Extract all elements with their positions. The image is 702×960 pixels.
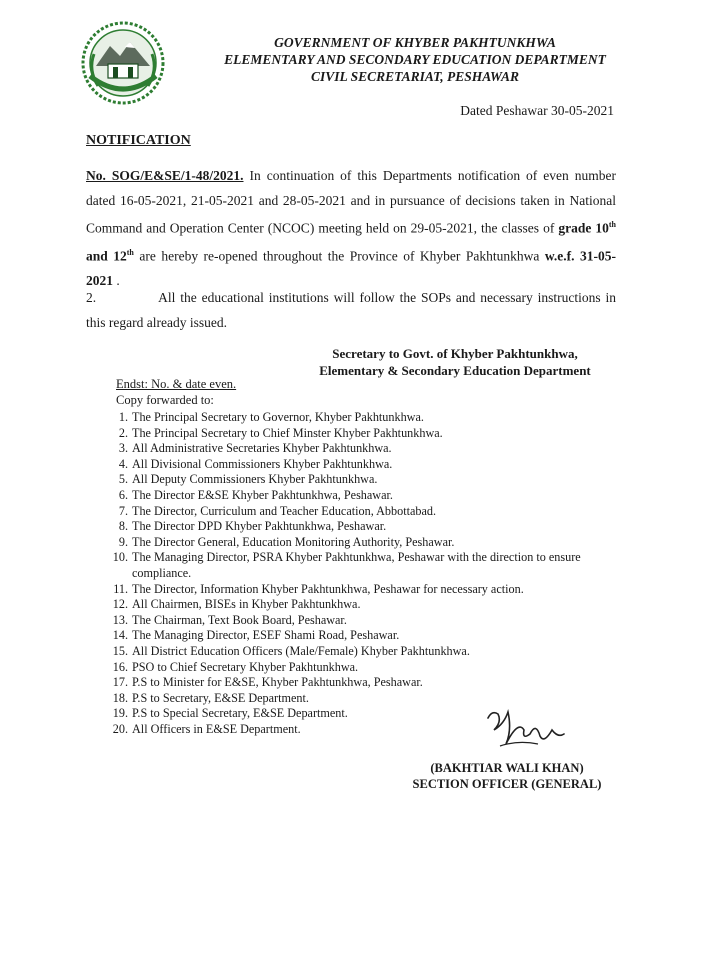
list-item-number: 15.	[112, 643, 128, 658]
list-item-text: All Deputy Commissioners Khyber Pakhtunkhwa.	[132, 472, 378, 487]
paragraph-2-text: All the educational institutions will follow the SOPs and necessary instructions in this regard already issued.	[86, 290, 616, 330]
list-item	[100, 488, 620, 504]
list-item-text: The Director, Curriculum and Teacher Education, Abbottabad.	[132, 503, 437, 518]
wef-date: w.e.f. 31-05-2021	[86, 248, 616, 288]
list-item	[100, 597, 620, 613]
grade-label: grade 10	[558, 220, 609, 236]
grade-superscript-1: th	[608, 220, 616, 229]
endorsement-line: Endst: No. & date even.	[116, 377, 237, 391]
list-item	[100, 519, 620, 535]
notification-paragraph-1	[86, 164, 616, 294]
list-item-number: 11.	[113, 581, 128, 596]
officer-name: (BAKHTIAR WALI KHAN)	[430, 761, 584, 775]
list-item-text: All Administrative Secretaries Khyber Pakhtunkhwa.	[132, 441, 392, 456]
list-item-text: The Principal Secretary to Governor, Khyber Pakhtunkhwa.	[132, 410, 424, 424]
list-item	[100, 441, 620, 457]
list-item-text: The Principal Secretary to Chief Minster Khyber Pakhtunkhwa.	[132, 425, 443, 440]
list-item-number: 2.	[118, 425, 128, 440]
list-item-text: P.S to Secretary, E&SE Department.	[132, 690, 309, 705]
list-item	[100, 535, 620, 551]
officer-block	[392, 760, 622, 792]
grade-superscript-2: th	[126, 248, 134, 257]
list-item-text: P.S to Minister for E&SE, Khyber Pakhtunkhwa, Peshawar.	[132, 675, 423, 690]
notification-paragraph-2	[86, 286, 616, 335]
secretary-line-1: Secretary to Govt. of Khyber Pakhtunkhwa,	[332, 346, 578, 361]
list-item	[100, 504, 620, 520]
list-item-text: All Divisional Commissioners Khyber Pakhtunkhwa.	[132, 456, 393, 471]
list-item	[100, 426, 620, 442]
list-item-text: The Director DPD Khyber Pakhtunkhwa, Peshawar.	[132, 519, 387, 534]
list-item-number: 19.	[112, 706, 128, 721]
list-item	[100, 472, 620, 488]
list-item-number: 20.	[112, 721, 128, 736]
list-item-number: 3.	[118, 441, 128, 456]
list-item-text: All Officers in E&SE Department.	[132, 721, 301, 736]
list-item-text: The Director E&SE Khyber Pakhtunkhwa, Peshawar.	[132, 487, 393, 502]
header-line-1: GOVERNMENT OF KHYBER PAKHTUNKHWA	[274, 35, 556, 50]
list-item-number: 13.	[112, 612, 128, 627]
and-label: and 12	[86, 248, 127, 264]
list-item	[100, 410, 620, 426]
list-item	[100, 457, 620, 473]
list-item-number: 1.	[118, 410, 128, 424]
list-item	[100, 660, 620, 676]
paragraph-1-tail: are hereby re-opened throughout the Province of Khyber Pakhtunkhwa	[133, 248, 545, 264]
list-item-text: The Managing Director, PSRA Khyber Pakhtunkhwa, Peshawar with the direction to ensure compliance.	[132, 550, 581, 580]
list-item-number: 5.	[118, 472, 128, 487]
dated-line: Dated Peshawar 30-05-2021	[460, 103, 614, 118]
list-item-text: All Chairmen, BISEs in Khyber Pakhtunkhwa.	[132, 597, 361, 612]
list-item	[100, 628, 620, 644]
list-item-number: 16.	[112, 659, 128, 674]
list-item-number: 9.	[118, 534, 128, 549]
officer-title: SECTION OFFICER (GENERAL)	[412, 777, 602, 791]
header-line-3: CIVIL SECRETARIAT, PESHAWAR	[311, 69, 519, 84]
header-line-2: ELEMENTARY AND SECONDARY EDUCATION DEPARTMENT	[224, 52, 606, 67]
list-item-text: All District Education Officers (Male/Female) Khyber Pakhtunkhwa.	[132, 643, 470, 658]
copy-forwarded-label: Copy forwarded to:	[116, 393, 214, 407]
list-item	[100, 550, 602, 581]
handwritten-signature	[478, 700, 578, 756]
paragraph-1-end: .	[113, 273, 120, 288]
list-item	[100, 613, 620, 629]
list-item-number: 6.	[118, 487, 128, 502]
list-item-number: 8.	[118, 519, 128, 534]
recipients-list	[100, 410, 620, 737]
list-item	[100, 675, 620, 691]
list-item-number: 7.	[118, 503, 128, 518]
list-item	[100, 644, 620, 660]
list-item-number: 17.	[112, 675, 128, 690]
list-item-number: 4.	[118, 456, 128, 471]
reference-number: No. SOG/E&SE/1-48/2021.	[86, 168, 244, 183]
list-item-text: PSO to Chief Secretary Khyber Pakhtunkhwa.	[132, 659, 359, 674]
list-item-number: 10.	[112, 550, 128, 565]
list-item-number: 14.	[112, 628, 128, 643]
list-item-text: The Managing Director, ESEF Shami Road, Peshawar.	[132, 628, 400, 643]
list-item-text: The Director, Information Khyber Pakhtunkhwa, Peshawar for necessary action.	[132, 581, 524, 596]
secretary-line-2: Elementary & Secondary Education Department	[319, 363, 591, 378]
paragraph-1-text: In continuation of this Departments notification of even number dated 16-05-2021, 21-05-2021 and 28-05-2021 and in pursuance of decisions taken in National Command and Operation Center (NCOC) meeting held on 29-05-2021, the classes of	[86, 168, 616, 236]
list-item-number: 12.	[112, 597, 128, 612]
paragraph-2-number: 2.	[86, 290, 97, 305]
list-item-number: 18.	[112, 690, 128, 705]
list-item-text: P.S to Special Secretary, E&SE Department.	[132, 706, 348, 721]
list-item-text: The Chairman, Text Book Board, Peshawar.	[132, 612, 347, 627]
list-item	[100, 582, 620, 598]
notification-title: NOTIFICATION	[86, 133, 191, 148]
list-item-text: The Director General, Education Monitoring Authority, Peshawar.	[132, 534, 455, 549]
